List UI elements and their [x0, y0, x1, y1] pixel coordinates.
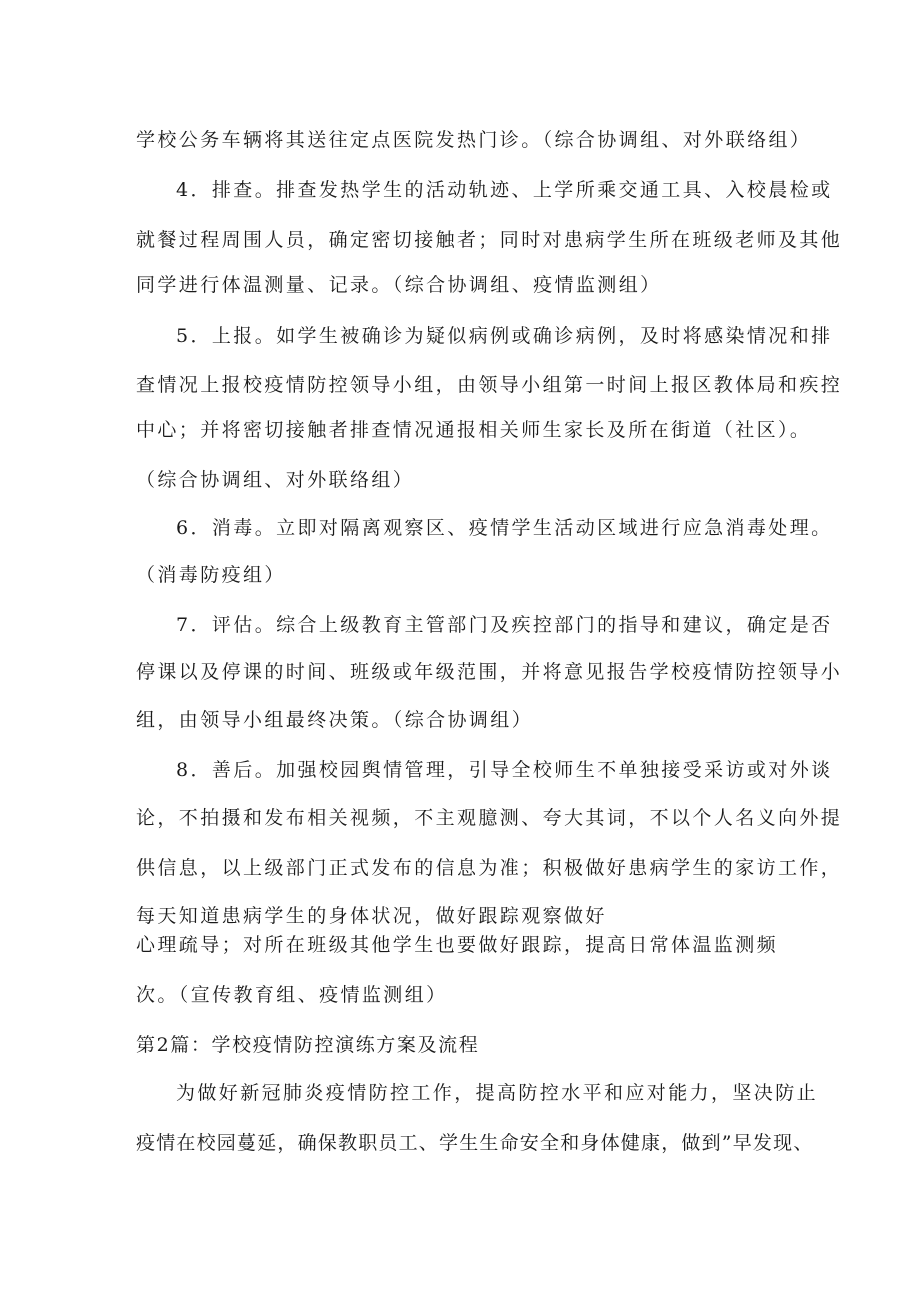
text-line: 供信息，以上级部门正式发布的信息为准；积极做好患病学生的家访工作， [136, 857, 843, 879]
text-line: 论，不拍摄和发布相关视频，不主观臆测、夸大其词，不以个人名义向外提 [136, 807, 843, 829]
text-line: 就餐过程周围人员，确定密切接触者；同时对患病学生所在班级老师及其他 [136, 229, 843, 251]
text-line: 6．消毒。立即对隔离观察区、疫情学生活动区域进行应急消毒处理。 [176, 517, 833, 539]
text-line: （消毒防疫组） [136, 564, 286, 586]
text-line: 次。（宣传教育组、疫情监测组） [136, 984, 448, 1006]
text-line: 为做好新冠肺炎疫情防控工作，提高防控水平和应对能力，坚决防止 [176, 1082, 819, 1104]
text-line: 查情况上报校疫情防控领导小组，由领导小组第一时间上报区教体局和疾控 [136, 374, 843, 396]
text-line: 中心；并将密切接触者排查情况通报相关师生家长及所在街道（社区）。 [136, 419, 812, 441]
section-heading: 第2篇：学校疫情防控演练方案及流程 [136, 1034, 480, 1056]
text-line: 组，由领导小组最终决策。（综合协调组） [136, 709, 534, 731]
text-line: 5．上报。如学生被确诊为疑似病例或确诊病例，及时将感染情况和排 [176, 325, 833, 347]
text-line: 8．善后。加强校园舆情管理，引导全校师生不单独接受采访或对外谈 [176, 759, 833, 781]
text-line: 4．排查。排查发热学生的活动轨迹、上学所乘交通工具、入校晨检或 [176, 179, 833, 201]
text-line: 心理疏导；对所在班级其他学生也要做好跟踪，提高日常体温监测频 [136, 934, 779, 956]
text-line: 学校公务车辆将其送往定点医院发热门诊。（综合协调组、对外联络组） [136, 129, 812, 151]
text-line: 同学进行体温测量、记录。（综合协调组、疫情监测组） [136, 274, 662, 296]
text-line: 每天知道患病学生的身体状况，做好跟踪观察做好 [136, 905, 607, 927]
text-line: 疫情在校园蔓延，确保教职员工、学生生命安全和身体健康，做到”早发现、 [136, 1132, 814, 1154]
text-line: 7．评估。综合上级教育主管部门及疾控部门的指导和建议，确定是否 [176, 614, 833, 636]
text-line: （综合协调组、对外联络组） [136, 469, 415, 491]
text-line: 停课以及停课的时间、班级或年级范围，并将意见报告学校疫情防控领导小 [136, 661, 843, 683]
